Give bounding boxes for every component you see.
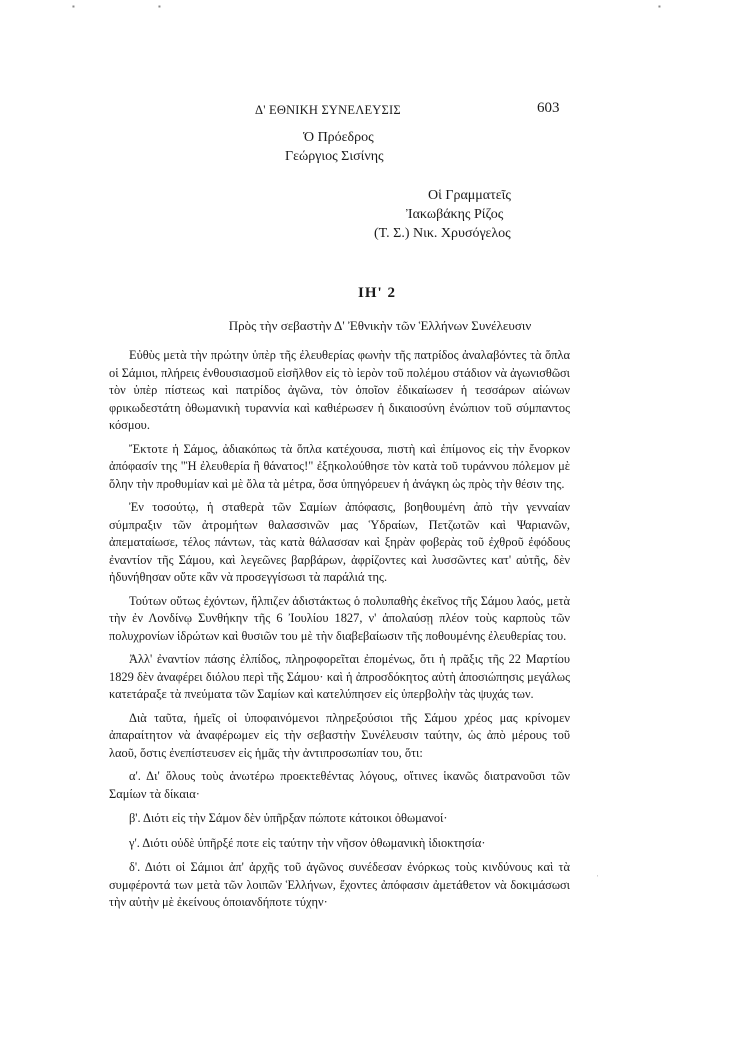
document-body (109, 347, 570, 919)
paragraph: Τούτων οὕτως ἐχόντων, ἤλπιζεν ἀδιστάκτως ὁ πολυπαθὴς ἐκεῖνος τῆς Σάμου λαός, μετὰ τὴν ἐν Λονδίνῳ Συνθήκην τῆς 6 Ἰουλίου 1827, ν' ἀπολαύσῃ πλέον τοὺς καρποὺς τῶν πολυχρονίων ἱδρώτων καὶ θυσιῶν του μὲ τὴν διαβεβαίωσιν τῆς ποθουμένης ἐλευθερίας του. (109, 593, 570, 643)
document-number: ΙΗ' 2 (358, 285, 396, 301)
document-address: Πρὸς τὴν σεβαστὴν Δ' Ἐθνικὴν τῶν Ἑλλήνων Συνέλευσιν (228, 318, 532, 333)
list-item: α'. Δι' ὅλους τοὺς ἀνωτέρω προεκτεθέντας λόγους, οἵτινες ἱκανῶς διατρανοῦσι τῶν Σαμίων τὰ δίκαια· (109, 769, 570, 801)
list-item: β'. Διότι εἰς τὴν Σάμον δὲν ὑπῆρξαν πώποτε κάτοικοι ὀθωμανοί· (129, 811, 448, 825)
president-title: Ὁ Πρόεδρος (303, 130, 374, 145)
scan-speck: ▪ (72, 2, 75, 11)
scan-speck: ▪ (658, 2, 661, 11)
paragraph: Εὐθὺς μετὰ τὴν πρώτην ὑπὲρ τῆς ἐλευθερίας φωνὴν τῆς πατρίδος ἀναλαβόντες τὰ ὅπλα οἱ Σάμιοι, πλήρεις ἐνθουσιασμοῦ εἰσῆλθον εἰς τὸ ἱερὸν τοῦ πολέμου στάδιον νὰ ἀγωνισθῶσι τὸν ὑπὲρ πίστεως καὶ πατρίδος ἀγῶνα, τὸν ὁποῖον ἐδικαίωσεν ἡ τεσσάρων αἰώνων φρικωδεστάτη ὀθωμανικὴ τυραννία καὶ καθιέρωσεν ἡ δικαιοσύνη ἐνώπιον τοῦ σύμπαντος κόσμου. (109, 348, 570, 432)
page-number: 603 (537, 100, 560, 116)
secretary-name-1: Ἰακωβάκης Ρίζος (406, 207, 504, 222)
paragraph: Ἔκτοτε ἡ Σάμος, ἀδιακόπως τὰ ὅπλα κατέχουσα, πιστὴ καὶ ἐπίμονος εἰς τὴν ἔνορκον ἀπόφασίν της "Ἡ ἐλευθερία ἢ θάνατος!" ἐξηκολούθησε τὸν κατὰ τοῦ τυράννου πόλεμον μὲ ὅλην τὴν προθυμίαν καὶ μὲ ὅλα τὰ μέτρα, ὅσα ὑπηγόρευεν ἡ ἀνάγκη ὡς πρὸς τὴν θέσιν της. (109, 441, 570, 491)
running-header: Δ' ΕΘΝΙΚΗ ΣΥΝΕΛΕΥΣΙΣ (255, 103, 401, 117)
scan-speck: ▪ (158, 2, 161, 11)
list-item: δ'. Διότι οἱ Σάμιοι ἀπ' ἀρχῆς τοῦ ἀγῶνος συνέδεσαν ἐνόρκως τοὺς κινδύνους καὶ τὰ συμφέροντά των μετὰ τῶν λοιπῶν Ἑλλήνων, ἔχοντες ἀπόφασιν ἀμετάθετον νὰ δοκιμάσωσι τὴν αὐτὴν μὲ ἐκείνους ὁποιανδήποτε τύχην· (109, 860, 570, 909)
secretaries-title: Οἱ Γραμματεῖς (428, 188, 511, 203)
secretary-name-2: (Τ. Σ.) Νικ. Χρυσόγελος (374, 226, 511, 241)
scan-speck: ˈ (596, 874, 599, 883)
paragraph: Ἐν τοσούτῳ, ἡ σταθερὰ τῶν Σαμίων ἀπόφασις, βοηθουμένη ἀπὸ τὴν γενναίαν σύμπραξιν τῶν ἀτρομήτων θαλασσινῶν μας Ὑδραίων, Πετζωτῶν καὶ Ψαριανῶν, ἀπεματαίωσε, τέλος πάντων, τὰς κατὰ θάλασσαν καὶ ξηρὰν φοβερὰς τοῦ ἐχθροῦ ἐφόδους ἐναντίον τῆς Σάμου, καὶ λεγεῶνες βαρβάρων, ἀφρίζοντες καὶ λυσσῶντες κατ' αὐτῆς, δὲν ἠδυνήθησαν οὔτε κἂν νὰ προσεγγίσωσι τὰ παράλιά της. (109, 500, 570, 584)
list-item: γ'. Διότι οὐδὲ ὑπῆρξέ ποτε εἰς ταύτην τὴν νῆσον ὀθωμανικὴ ἰδιοκτησία· (129, 835, 486, 850)
paragraph: Διὰ ταῦτα, ἡμεῖς οἱ ὑποφαινόμενοι πληρεξούσιοι τῆς Σάμου χρέος μας κρίνομεν ἀπαραίτητον νὰ ἀναφέρωμεν εἰς τὴν σεβαστὴν Συνέλευσιν ταύτην, ὡς ἀπὸ μέρους τοῦ λαοῦ, ὅστις ἐνεπίστευσεν εἰς ἡμᾶς τὴν ἀντιπροσωπίαν του, ὅτι: (109, 710, 570, 760)
president-name: Γεώργιος Σισίνης (285, 149, 384, 164)
paragraph: Ἀλλ' ἐναντίον πάσης ἐλπίδος, πληροφορεῖται ἐπομένως, ὅτι ἡ πρᾶξις τῆς 22 Μαρτίου 1829 δὲν ἀναφέρει διόλου περὶ τῆς Σάμου· καὶ ἡ ἀπροσδόκητος αὐτὴ ἀποσιώπησις μεγάλως κατετάραξε τὰ πνεύματα τῶν Σαμίων καὶ κατελύπησεν εἰς ὑπερβολὴν τὰς ψυχάς των. (109, 652, 570, 701)
